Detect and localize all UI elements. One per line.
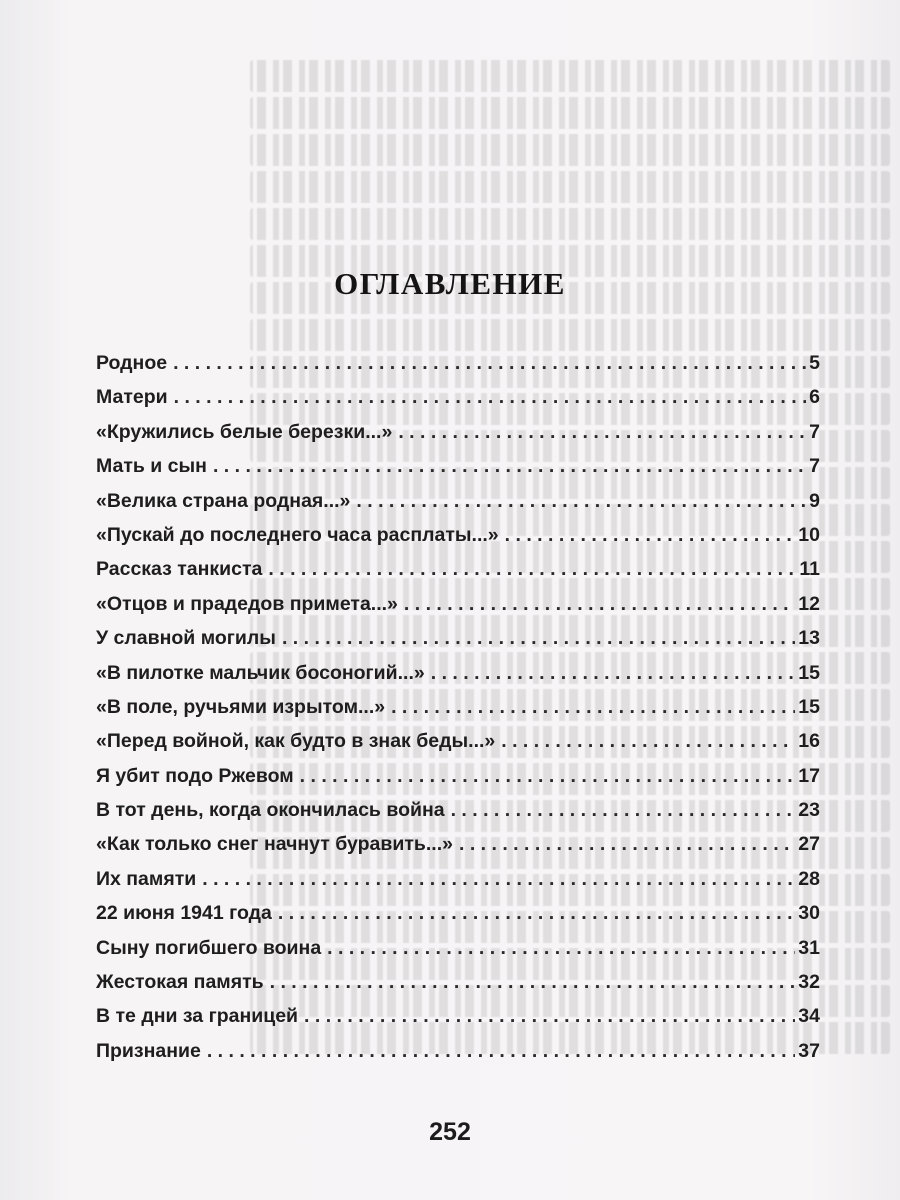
toc-entry-title: У славной могилы — [96, 627, 276, 650]
dot-leader — [501, 730, 795, 753]
toc-entry — [96, 902, 820, 936]
toc-entry-page: 12 — [798, 592, 820, 615]
toc-entry-page: 31 — [798, 936, 820, 959]
dot-leader — [404, 593, 795, 616]
toc-entry-page: 23 — [798, 799, 820, 822]
toc-entry-page: 37 — [798, 1039, 820, 1062]
toc-entry — [96, 971, 820, 1005]
dot-leader — [278, 902, 795, 925]
toc-entry-title: Родное — [96, 352, 168, 374]
toc-entry-title: «Пускай до последнего часа расплаты...» — [96, 523, 499, 546]
toc-entry — [96, 799, 820, 833]
toc-entry — [96, 730, 820, 764]
toc-entry-title: Признание — [96, 1039, 201, 1062]
toc-entry-title: Сыну погибшего воина — [96, 936, 322, 959]
toc-entry — [96, 524, 820, 558]
toc-entry-title: Жестокая память — [96, 971, 264, 994]
toc-entry — [96, 696, 820, 730]
toc-entry — [96, 490, 820, 524]
toc-entry-page: 15 — [798, 695, 820, 718]
toc-entry-page: 27 — [798, 833, 820, 856]
dot-leader — [173, 352, 806, 375]
toc-entry-page: 17 — [798, 764, 820, 787]
dot-leader — [213, 455, 806, 478]
dot-leader — [391, 696, 795, 719]
toc-entry-title: 22 июня 1941 года — [96, 902, 272, 925]
dot-leader — [282, 627, 795, 650]
dot-leader — [174, 386, 807, 409]
toc-entry — [96, 455, 820, 489]
toc-entry-page: 9 — [809, 489, 820, 512]
toc-entry-title: В те дни за границей — [96, 1005, 299, 1028]
toc-entry — [96, 593, 820, 627]
toc-entry-page: 10 — [798, 523, 820, 546]
toc-entry-title: «Как только снег начнут буравить...» — [96, 833, 453, 856]
toc-entry-page: 11 — [799, 558, 820, 581]
toc-entry — [96, 662, 820, 696]
toc-entry-title: «Кружились белые березки...» — [96, 420, 393, 443]
toc-entry-page: 6 — [809, 386, 820, 409]
toc-entry — [96, 558, 820, 592]
dot-leader — [505, 524, 796, 547]
toc-entry — [96, 627, 820, 661]
dot-leader — [431, 662, 796, 685]
toc-entry-title: «Велика страна родная...» — [96, 489, 351, 512]
toc-entry-title: Их памяти — [96, 867, 197, 890]
toc-entry-title: «Перед войной, как будто в знак беды...» — [96, 730, 496, 753]
toc-entry-page: 30 — [798, 902, 820, 925]
toc-entry-title: Мать и сын — [96, 455, 207, 478]
toc-entry-title: Рассказ танкиста — [96, 558, 263, 581]
dot-leader — [356, 490, 806, 513]
toc-entry-page: 16 — [798, 730, 820, 753]
toc-entry-title: «В поле, ручьями изрытом...» — [96, 695, 386, 718]
toc-entry-page: 15 — [798, 661, 820, 684]
toc-entry — [96, 386, 820, 420]
toc-entry — [96, 421, 820, 455]
toc-entry — [96, 1040, 820, 1074]
dot-leader — [300, 765, 796, 788]
toc-entry-page: 7 — [809, 455, 820, 478]
dot-leader — [459, 833, 795, 856]
toc-entry-title: В тот день, когда окончилась война — [96, 799, 445, 822]
toc-entry-page: 28 — [798, 867, 820, 890]
toc-entry-page: 7 — [809, 420, 820, 443]
toc-entry — [96, 833, 820, 867]
dot-leader — [398, 421, 806, 444]
toc-entry — [96, 765, 820, 799]
dot-leader — [202, 868, 795, 891]
dot-leader — [304, 1005, 795, 1028]
toc-entry-page: 5 — [809, 352, 820, 374]
dot-leader — [327, 937, 795, 960]
toc-entry — [96, 868, 820, 902]
page-number: 252 — [429, 1118, 471, 1146]
dot-leader — [270, 971, 796, 994]
toc-entry-page: 32 — [798, 971, 820, 994]
toc-entry — [96, 1005, 820, 1039]
dot-leader — [207, 1040, 795, 1063]
toc-entry — [96, 352, 820, 386]
dot-leader — [451, 799, 796, 822]
toc-entry — [96, 937, 820, 971]
table-of-contents — [96, 352, 820, 1074]
toc-entry-page: 34 — [798, 1005, 820, 1028]
page-title: ОГЛАВЛЕНИЕ — [334, 266, 566, 301]
toc-entry-title: «Отцов и прадедов примета...» — [96, 592, 398, 615]
dot-leader — [268, 558, 796, 581]
toc-entry-page: 13 — [798, 627, 820, 650]
toc-entry-title: «В пилотке мальчик босоногий...» — [96, 661, 425, 684]
toc-entry-title: Матери — [96, 386, 168, 409]
toc-entry-title: Я убит подо Ржевом — [96, 764, 294, 787]
